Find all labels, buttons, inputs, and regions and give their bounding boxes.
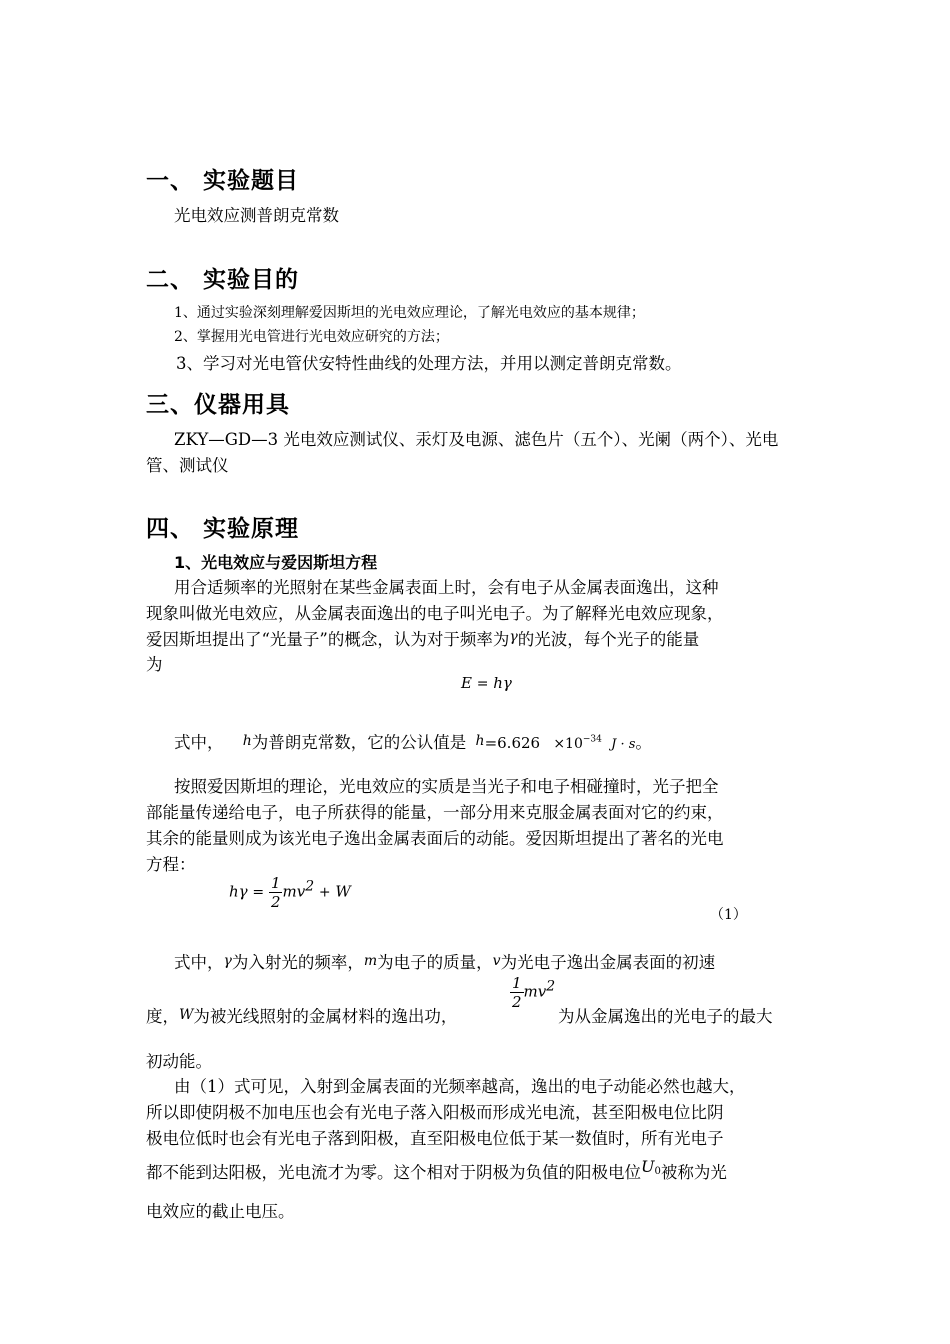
eq2-eq: = xyxy=(252,884,265,901)
u0-sub: 0 xyxy=(654,1166,661,1177)
planck-h-2: h xyxy=(475,733,485,749)
p5-line-2: 所以即使阴极不加电压也会有光电子落入阳极而形成光电流，甚至阳极电位比阴 xyxy=(146,1103,724,1122)
purpose-item-2: 2、掌握用光电管进行光电效应研究的方法； xyxy=(174,329,449,345)
p5-line-4-b: 被称为光 xyxy=(660,1163,727,1182)
kinetic-energy-expression xyxy=(510,974,555,1011)
p4-line-2-tail: 为从金属逸出的光电子的最大 xyxy=(558,1007,773,1026)
ke-num: 1 xyxy=(512,974,522,992)
p4-b: 为入射光的频率， xyxy=(231,953,364,972)
planck-times: ×10 xyxy=(553,736,583,752)
eq2-sq: 2 xyxy=(305,878,315,895)
gamma-symbol: γ xyxy=(509,629,518,645)
p4-v: v xyxy=(492,953,501,969)
p4-e: 度， xyxy=(146,1007,179,1026)
p4-a: 式中， xyxy=(174,953,224,972)
p5-line-4-a: 都不能到达阳极，光电流才为零。这个相对于阴极为负值的阳极电位 xyxy=(146,1163,641,1182)
heading-principle: 四、 实验原理 xyxy=(146,516,300,542)
equation-energy xyxy=(461,674,512,692)
p4-m: m xyxy=(363,953,378,969)
equation-label-1: （1） xyxy=(710,907,747,923)
experiment-title-text: 光电效应测普朗克常数 xyxy=(174,206,339,225)
planck-unit: J · s xyxy=(611,737,636,752)
planck-line xyxy=(174,729,652,753)
p4-f: 为被光线照射的金属材料的逸出功， xyxy=(193,1007,458,1026)
p4-c: 为电子的质量， xyxy=(377,953,493,972)
purpose-item-3: 3、学习对光电管伏安特性曲线的处理方法，并用以测定普朗克常数。 xyxy=(176,354,682,373)
p3-line-3: 其余的能量则成为该光电子逸出金属表面后的动能。爱因斯坦提出了著名的光电 xyxy=(146,829,724,848)
ke-sq: 2 xyxy=(546,978,556,995)
planck-b: 为普朗克常数，它的公认值是 xyxy=(251,733,467,752)
eq1-lhs: E xyxy=(461,674,472,692)
p1-line-3 xyxy=(146,626,699,650)
p4-line-2 xyxy=(146,1003,457,1027)
subheading-photoelectric-einstein: 1、光电效应与爱因斯坦方程 xyxy=(174,553,378,572)
planck-value: =6.626 xyxy=(484,734,541,752)
heading-instruments: 三、仪器用具 xyxy=(146,392,290,418)
heading-experiment-title: 一、 实验题目 xyxy=(146,168,300,194)
eq1-op: = xyxy=(476,676,489,692)
eq2-fraction xyxy=(269,874,283,911)
eq2-den: 2 xyxy=(270,893,281,911)
p5-line-4 xyxy=(146,1157,727,1183)
p5-line-3: 极电位低时也会有光电子落到阳极，直至阳极电位低于某一数值时，所有光电子 xyxy=(146,1129,724,1148)
p3-line-1: 按照爱因斯坦的理论，光电效应的实质是当光子和电子相碰撞时，光子把全 xyxy=(174,777,719,796)
p1-line-4: 为 xyxy=(146,655,163,674)
p4-line-1 xyxy=(174,949,715,973)
p3-line-4: 方程： xyxy=(146,855,196,874)
p4-gamma: γ xyxy=(223,953,232,969)
p1-line-3-b: 的光波，每个光子的能量 xyxy=(517,630,700,649)
p3-line-2: 部能量传递给电子，电子所获得的能量，一部分用来克服金属表面对它的约束， xyxy=(146,803,724,822)
p1-line-1: 用合适频率的光照射在某些金属表面上时，会有电子从金属表面逸出，这种 xyxy=(174,578,719,597)
planck-a: 式中， xyxy=(174,733,224,752)
planck-h-1: h xyxy=(242,733,252,749)
ke-fraction xyxy=(510,974,524,1011)
p5-line-5: 电效应的截止电压。 xyxy=(146,1202,295,1221)
p4-d: 为光电子逸出金属表面的初速 xyxy=(500,953,716,972)
eq2-num: 1 xyxy=(270,874,281,892)
planck-exp: −34 xyxy=(582,734,602,745)
heading-experiment-purpose: 二、 实验目的 xyxy=(146,267,300,293)
equation-einstein xyxy=(229,874,351,911)
p1-line-3-a: 爱因斯坦提出了“光量子”的概念，认为对于频率为 xyxy=(146,630,510,649)
p1-line-2: 现象叫做光电效应，从金属表面逸出的电子叫光电子。为了解释光电效应现象， xyxy=(146,604,724,623)
u0-u: U xyxy=(641,1157,655,1176)
eq2-plus: + xyxy=(318,884,331,901)
p4-line-3: 初动能。 xyxy=(146,1052,212,1071)
instruments-line-2: 管、测试仪 xyxy=(146,456,229,475)
eq2-lhs: hγ xyxy=(229,882,248,901)
eq2-w: W xyxy=(335,882,351,901)
p4-w: W xyxy=(179,1007,194,1023)
eq1-rhs: hγ xyxy=(493,674,512,692)
instruments-line-1: ZKY—GD—3 光电效应测试仪、汞灯及电源、滤色片（五个）、光阑（两个）、光电 xyxy=(174,430,779,449)
ke-mv: mv xyxy=(523,982,547,1001)
purpose-item-1: 1、通过实验深刻理解爱因斯坦的光电效应理论，了解光电效应的基本规律； xyxy=(174,305,645,321)
planck-end: 。 xyxy=(635,733,652,752)
ke-den: 2 xyxy=(512,993,522,1011)
p5-line-1: 由（1）式可见，入射到金属表面的光频率越高，逸出的电子动能必然也越大， xyxy=(174,1077,746,1096)
eq2-mv: mv xyxy=(282,882,306,901)
